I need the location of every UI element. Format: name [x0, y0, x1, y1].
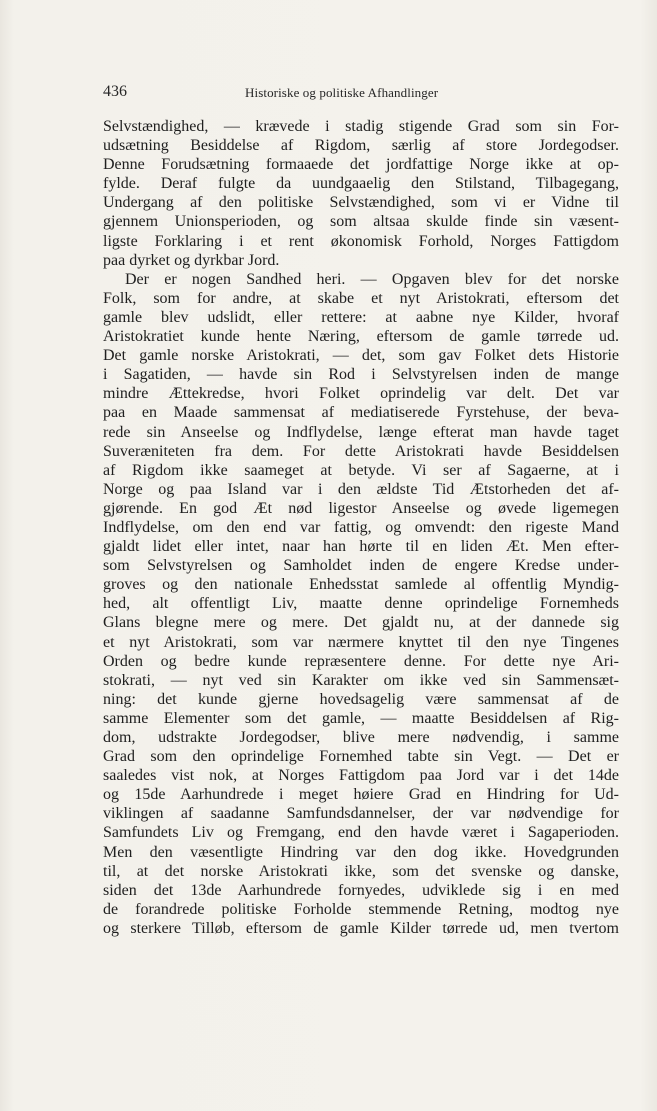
text-line: Men den væsentligte Hindring var den dog ikke. Hovedgrunden — [103, 843, 619, 861]
text-line: Folk, som for andre, at skabe et nyt Aristokrati, eftersom det — [103, 289, 619, 307]
text-line: gjørende. En god Æt nød ligestor Anseelse og øvede ligemegen — [103, 499, 619, 517]
text-line: Norge og paa Island var i den ældste Tid Ætstorheden det af- — [103, 480, 619, 498]
text-line: udsætning Besiddelse af Rigdom, særlig af store Jordegodser. — [103, 137, 619, 155]
text-line: stokrati, — nyt ved sin Karakter om ikke ved sin Sammensæt- — [103, 671, 619, 689]
text-line: Undergang af den politiske Selvstændighed, som vi er Vidne til — [103, 194, 619, 212]
text-line: og sterkere Tilløb, eftersom de gamle Kilder tørrede ud, men tvertom — [103, 919, 619, 937]
text-line: rede sin Anseelse og Indflydelse, længe efterat man havde taget — [103, 423, 619, 441]
text-line: ligste Forklaring i et rent økonomisk Forhold, Norges Fattigdom — [103, 232, 619, 250]
page-number: 436 — [103, 83, 127, 100]
text-line: hed, alt offentligt Liv, maatte denne oprindelige Fornemheds — [103, 595, 619, 613]
text-line: viklingen af saadanne Samfundsdannelser, der var nødvendige for — [103, 805, 619, 823]
text-line: gjennem Unionsperioden, og som altsaa skulde finde sin væsent- — [103, 213, 619, 231]
text-line: dom, udstrakte Jordegodser, blive mere nødvendig, i samme — [103, 729, 619, 746]
text-line: i Sagatiden, — havde sin Rod i Selvstyrelsen inden de mange — [103, 366, 619, 384]
text-line: fylde. Deraf fulgte da uundgaaelig den Stilstand, Tilbagegang, — [103, 175, 619, 193]
text-line: Denne Forudsætning formaaede det jordfattige Norge ikke at op- — [103, 156, 619, 174]
body-text — [103, 117, 619, 938]
text-line: Glans blegne mere og mere. Det gjaldt nu, at der dannede sig — [103, 614, 619, 632]
text-line: Aristokratiet kunde hente Næring, eftersom de gamle tørrede ud. — [103, 328, 619, 346]
text-line: Indflydelse, om den end var fattig, og omvendt: den rigeste Mand — [103, 518, 619, 536]
text-line: gamle blev udslidt, eller rettere: at aabne nye Kilder, hvoraf — [103, 308, 619, 326]
text-line: paa en Maade sammensat af mediatiserede Fyrstehuse, der beva- — [103, 404, 619, 422]
running-head: Historiske og politiske Afhandlinger — [245, 85, 439, 100]
text-line: Grad som den oprindelige Fornemhed tabte sin Vegt. — Det er — [103, 748, 619, 766]
text-line: samme Elementer som det gamle, — maatte Besiddelsen af Rig- — [103, 709, 619, 727]
text-line: groves og den nationale Enhedsstat samlede al offentlig Myndig- — [103, 576, 619, 594]
text-line: mindre Ættekredse, hvori Folket oprindelig var delt. Det var — [103, 385, 619, 403]
text-line: af Rigdom ikke saameget at betyde. Vi ser af Sagaerne, at i — [103, 461, 619, 479]
text-line: saaledes vist nok, at Norges Fattigdom paa Jord var i det 14de — [103, 767, 619, 785]
text-line: de forandrede politiske Forholde stemmende Retning, modtog nye — [103, 900, 619, 918]
text-line: et nyt Aristokrati, som var nærmere knyttet til den nye Tingenes — [103, 633, 619, 651]
text-line: Det gamle norske Aristokrati, — det, som gav Folket dets Historie — [103, 347, 619, 365]
text-line: ning: det kunde gjerne hovedsagelig være sammensat af de — [103, 690, 619, 708]
text-line: og 15de Aarhundrede i meget høiere Grad en Hindring for Ud- — [103, 786, 619, 804]
text-line: som Selvstyrelsen og Samholdet inden de engere Kredse under- — [103, 557, 619, 575]
text-line: til, at det norske Aristokrati ikke, som det svenske og danske, — [103, 862, 619, 880]
text-line: siden det 13de Aarhundrede fornyedes, udviklede sig i en med — [103, 881, 619, 899]
text-line: paa dyrket og dyrkbar Jord. — [103, 251, 280, 269]
text-line: Orden og bedre kunde repræsentere denne. For dette nye Ari- — [103, 652, 619, 670]
text-line: gjaldt lidet eller intet, naar han hørte til en liden Æt. Men efter- — [103, 538, 619, 556]
text-line: Suveræniteten fra dem. For dette Aristokrati havde Besiddelsen — [103, 442, 619, 460]
text-line: Samfundets Liv og Fremgang, end den havde været i Sagaperioden. — [103, 824, 619, 842]
page-header — [103, 82, 619, 104]
text-line: Der er nogen Sandhed heri. — Opgaven blev for det norske — [125, 270, 619, 288]
text-line: Selvstændighed, — krævede i stadig stigende Grad som sin For- — [103, 118, 619, 135]
